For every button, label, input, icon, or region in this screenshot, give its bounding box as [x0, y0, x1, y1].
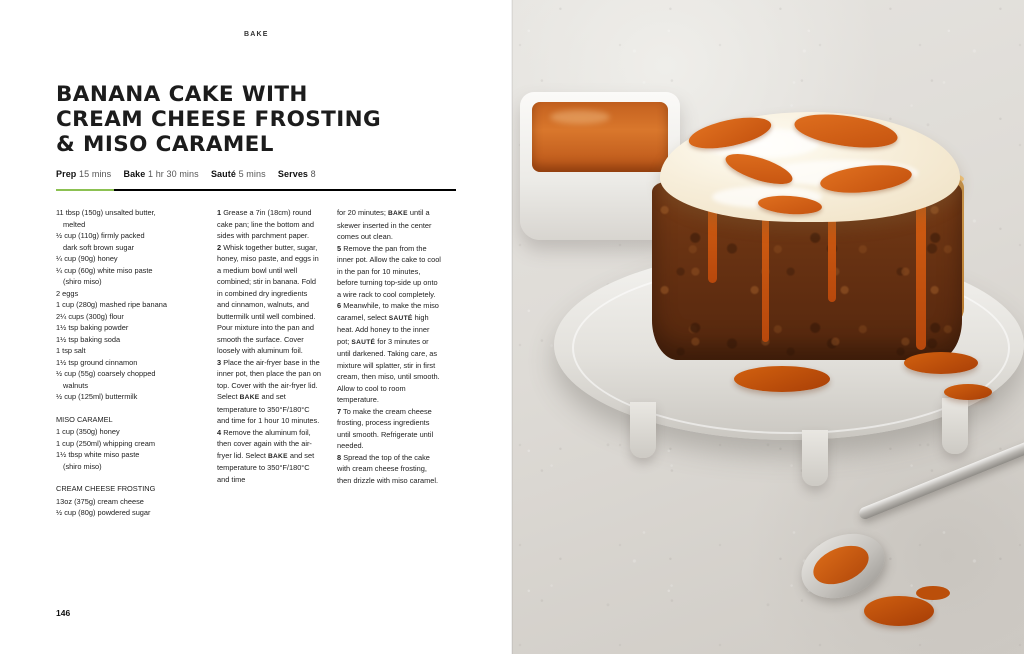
meta-value-bake: 1 hr 30 mins [148, 169, 199, 179]
ingredient-line: 1 tsp salt [56, 346, 86, 355]
method-command-label: SAUTÉ [388, 314, 413, 322]
method-step-text: Whisk together butter, sugar, honey, miso paste, and eggs in a medium bowl until well combined; stir in banana. Fold in combined dry ingredients and cinnamon, walnuts, and buttermilk until well combined. Pour mixture into the pan and smooth the surface. Cover loosely with aluminum foil. [217, 242, 319, 355]
method-step-text: Remove the aluminum foil, then cover again with the air-fryer lid. Select [217, 427, 312, 460]
meta-label-prep: Prep [56, 169, 77, 179]
recipe-meta [56, 169, 316, 179]
caramel-pool [944, 384, 992, 400]
page-gutter [511, 0, 513, 654]
method-command-label: SAUTÉ [351, 338, 376, 346]
recipe-photo-page [512, 0, 1024, 654]
method-step-number: 7 [337, 406, 342, 416]
method-step-text: for 3 minutes or until darkened. Taking care, as mixture will splatter, stir in first cream, then miso, until smooth. Allow to cool to room temperature. [337, 336, 440, 404]
method-step [337, 406, 441, 452]
method-step-number: 5 [337, 243, 342, 253]
method-step-text: Grease a 7in (18cm) round cake pan; line the bottom and sides with parchment paper. [217, 208, 314, 240]
recipe-title-line-2: CREAM CHEESE FROSTING [56, 107, 382, 132]
ingredients-subheading: CREAM CHEESE FROSTING [56, 484, 156, 493]
ingredient-line: ½ cup (110g) firmly packed [56, 231, 145, 240]
ingredient-line: 1½ tbsp white miso paste [56, 450, 140, 459]
ingredient-line: 1½ tsp baking powder [56, 323, 129, 332]
method-command-label: BAKE [267, 452, 288, 460]
meta-value-saute: 5 mins [238, 169, 266, 179]
ingredient-line: 1 cup (350g) honey [56, 427, 120, 436]
ingredient-line: 11 tbsp (150g) unsalted butter, [56, 208, 156, 217]
method-step-number: 4 [217, 427, 222, 437]
recipe-title [56, 82, 476, 157]
ingredient-line: 1 cup (280g) mashed ripe banana [56, 300, 167, 309]
ingredient-line: ¼ cup (60g) white miso paste [56, 265, 153, 275]
meta-label-bake: Bake [123, 169, 146, 179]
ingredient-line: ½ cup (55g) coarsely chopped [56, 369, 156, 378]
caramel-highlight [550, 110, 610, 124]
ingredient-line: (shiro miso) [63, 277, 102, 286]
method-step-text: Remove the pan from the inner pot. Allow the cake to cool in the pan for 10 minutes, before turning top-side up onto a wire rack to cool completely. [337, 243, 441, 299]
method-command-label: BAKE [387, 210, 408, 217]
ingredient-line: 1½ tsp ground cinnamon [56, 357, 138, 367]
recipe-title-line-1: BANANA CAKE WITH [56, 82, 308, 107]
caramel-pool [734, 366, 830, 392]
running-head: BAKE [244, 31, 269, 38]
ingredients-column [56, 207, 172, 519]
caramel-drip [916, 200, 926, 350]
caramel-drip [762, 212, 769, 342]
meta-value-serves: 8 [310, 169, 316, 179]
caramel-spill [916, 586, 950, 600]
meta-label-saute: Sauté [210, 169, 236, 179]
method-step [217, 357, 321, 427]
meta-label-serves: Serves [277, 169, 309, 179]
caramel-drip [708, 205, 717, 283]
page-number: 146 [56, 608, 71, 618]
cake-stand-foot [630, 402, 656, 458]
method-step-text: high heat. Add honey to the inner pot; [337, 312, 430, 346]
cake-stand-foot [942, 398, 968, 454]
ingredient-line: walnuts [63, 380, 89, 390]
recipe-title-line-3: & MISO CARAMEL [56, 132, 274, 157]
method-step-number: 2 [217, 242, 222, 252]
method-step-text: and set temperature to 350°F/180°C and time for 1 hour 10 minutes. [217, 392, 320, 425]
accent-rule [56, 189, 114, 191]
method-step-number: 6 [337, 301, 342, 310]
method-column-1 [217, 207, 321, 485]
ingredient-line: dark soft brown sugar [63, 242, 135, 252]
method-step [337, 300, 441, 406]
method-step [217, 242, 321, 357]
caramel-pool [904, 352, 978, 374]
method-column-2 [337, 207, 441, 486]
divider-rule [56, 189, 456, 191]
method-step-text: until a skewer inserted in the center comes out clean. [337, 208, 432, 241]
ingredient-line: ¼ cup (90g) honey [56, 254, 118, 263]
ingredient-line: (shiro miso) [63, 461, 102, 471]
method-step [217, 427, 321, 486]
method-step-number: 8 [337, 452, 342, 462]
method-step [217, 207, 321, 242]
meta-value-prep: 15 mins [79, 169, 112, 179]
method-step [337, 243, 441, 301]
caramel-spill [864, 596, 934, 626]
ingredient-line: 13oz (375g) cream cheese [56, 496, 144, 506]
ingredient-line: 1 cup (250ml) whipping cream [56, 438, 155, 448]
ingredient-line: ½ cup (80g) powdered sugar [56, 508, 151, 517]
ingredient-line: melted [63, 219, 86, 229]
method-step-text: and set temperature to 350°F/180°C and time [217, 450, 315, 484]
method-step-text: Meanwhile, to make the miso caramel, select [337, 301, 439, 322]
ingredient-line: 2 eggs [56, 288, 79, 298]
cake-stand-foot [802, 430, 828, 486]
ingredient-line: 2¼ cups (300g) flour [56, 311, 124, 321]
ingredient-line: ½ cup (125ml) buttermilk [56, 392, 138, 401]
method-step-text: Place the air-fryer base in the inner pot, then place the pan on top. Cover with the air-fryer lid. Select [217, 357, 321, 401]
method-step-text: Spread the top of the cake with cream cheese frosting, then drizzle with miso caramel. [337, 452, 439, 485]
method-step [337, 207, 441, 243]
method-step-text: To make the cream cheese frosting, process ingredients until smooth. Refrigerate until needed. [337, 406, 434, 450]
method-step-text: for 20 minutes; [337, 208, 388, 217]
method-step-number: 1 [217, 208, 222, 217]
method-step-number: 3 [217, 357, 222, 367]
recipe-columns [56, 207, 460, 607]
method-command-label: BAKE [239, 394, 260, 401]
method-step [337, 452, 441, 487]
ingredient-line: 1½ tsp baking soda [56, 334, 121, 344]
ingredients-subheading: MISO CARAMEL [56, 414, 113, 424]
